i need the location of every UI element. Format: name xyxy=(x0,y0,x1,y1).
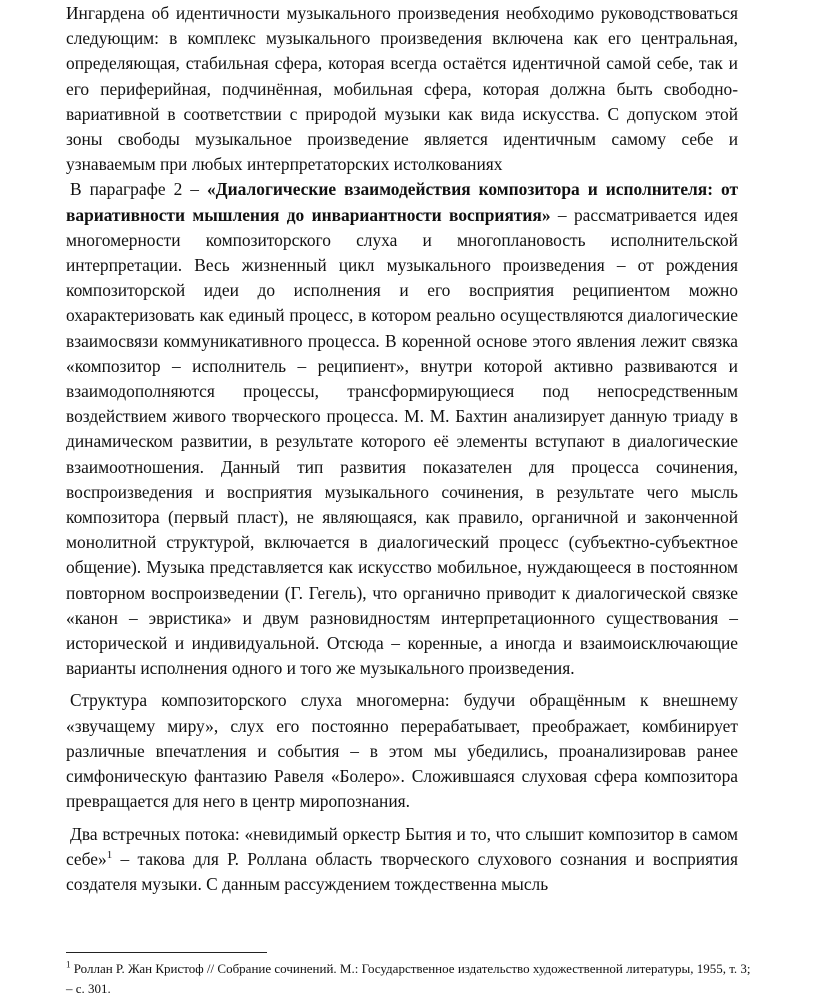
paragraph-ingarden: Ингардена об идентичности музыкального произведения необходимо руководствоваться следующим: в комплекс музыкального произведения включена как его центральная, определяющая, стабильная сфера, которая всегда остаётся идентичной самой себе, так и его периферийная, подчинённая, мобильная сфера, которая должна быть свободно-вариативной в соответствии с природой музыки как вида искусства. С допуском этой зоны свободы музыкальное произведение является идентичным самому себе и узнаваемым при любых интерпретаторских истолкованиях xyxy=(66,3,738,175)
footnote xyxy=(66,959,756,999)
footnote-reference[interactable]: 1 xyxy=(106,848,113,861)
paragraph-section-2-intro: В параграфе 2 – xyxy=(70,179,207,200)
paragraph-two-streams xyxy=(66,822,738,898)
section-2-title: «Диалогические взаимодействия композитора и исполнителя: от вариативности мышления до инвариантности восприятия» xyxy=(66,179,738,225)
footnote-divider xyxy=(66,952,267,953)
footnote-number: 1 xyxy=(66,959,71,970)
document-body xyxy=(66,0,738,897)
paragraph-section-2 xyxy=(66,177,738,681)
paragraph-section-2-body: – рассматривается идея многомерности композиторского слуха и многоплановость исполнительской интерпретации. Весь жизненный цикл музыкального произведения – от рождения композиторской идеи до исполнения и его восприятия реципиентом можно охарактеризовать как единый процесс, в котором реально осуществляются диалогические взаимосвязи коммуникативного процесса. В коренной основе этого явления лежит связка «композитор – исполнитель – реципиент», внутри которой активно развиваются и взаимодополняются процессы, трансформирующиеся под непосредственным воздействием живого творческого процесса. М. М. Бахтин анализирует данную триаду в динамическом развитии, в результате которого её элементы вступают в диалогические взаимоотношения. Данный тип развития показателен для процесса сочинения, воспроизведения и восприятия музыкального сочинения, в результате чего мысль композитора (первый пласт), не являющаяся, как правило, органичной и законченной монолитной структурой, включается в диалогический процесс (субъектно-субъектное общение). Музыка представляется как искусство мобильное, нуждающееся в постоянном повторном воспроизведении (Г. Гегель), что органично приводит к диалогической связке «канон – эвристика» и двум разновидностям интерпретационного существования – исторической и индивидуальной. Отсюда – коренные, а иногда и взаимоисключающие варианты исполнения одного и того же музыкального произведения. xyxy=(66,204,739,679)
footnote-text: Роллан Р. Жан Кристоф // Собрание сочинений. М.: Государственное издательство художественной литературы, 1955, т. 3; – с. 301. xyxy=(66,961,751,996)
paragraph-two-streams-body: – такова для Р. Роллана область творческого слухового сознания и восприятия создателя музыки. С данным рассуждением тождественна мысль xyxy=(66,848,738,894)
paragraph-two-streams-quote: Два встречных потока: «невидимый оркестр Бытия и то, что слышит композитор в самом себе» xyxy=(66,823,738,869)
paragraph-composer-hearing: Структура композиторского слуха многомерна: будучи обращённым к внешнему «звучащему миру», слух его постоянно перерабатывает, преображает, комбинирует различные впечатления и события – в этом мы убедились, проанализировав ранее симфоническую фантазию Равеля «Болеро». Сложившаяся слуховая сфера композитора превращается для него в центр миропознания. xyxy=(66,690,738,812)
